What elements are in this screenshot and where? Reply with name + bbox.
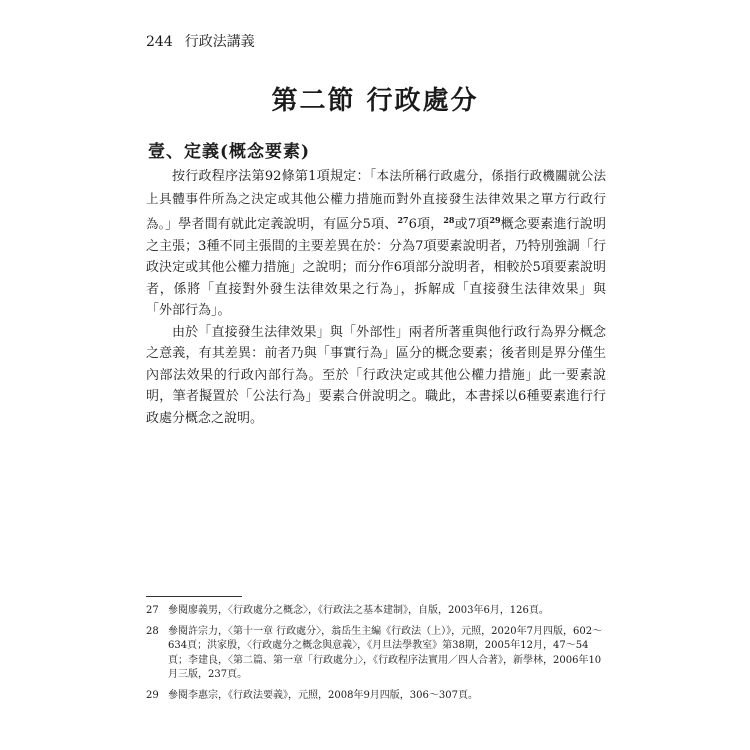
footnote-divider (146, 596, 242, 597)
footnote-number: 27 (146, 605, 159, 616)
body-text (146, 165, 606, 429)
footnote-text: 參閱廖義男，〈行政處分之概念〉，《行政法之基本建制》，自版，2003年6月，126頁。 (168, 605, 549, 616)
footnote-29 (146, 689, 606, 704)
page-number: 244 (146, 34, 173, 50)
footnote-number: 28 (146, 625, 159, 637)
paragraph-text: 概念要素進行說明之主張；3種不同主張間的主要差異在於：分為7項要素說明者，乃特別強調「行政決定或其他公權力措施」之說明；而分作6項部分說明者，相較於5項要素說明者，係將「直接對外發生法律效果之行為」，拆解成「直接發生法律效果」與「外部行為」。 (146, 217, 606, 318)
paragraph-text: 」學者間有就此定義說明，有區分5項、 (165, 217, 398, 232)
book-title: 行政法講義 (184, 34, 255, 50)
quoted-statute: 本法所稱行政處分，係指行政機關就公法上具體事件所為之決定或其他公權力措施而對外直接發生法律效果之單方行政行為。 (146, 168, 606, 231)
footnote-27 (146, 604, 606, 619)
paragraph-text: 按行政程序法第92條第1項規定：「 (172, 169, 377, 184)
footnote-text: 參閱李惠宗，《行政法要義》，元照，2008年9月四版，306～307頁。 (168, 689, 478, 701)
running-header (146, 31, 255, 51)
paragraph-text: 6項， (408, 217, 444, 232)
footnote-ref-28[interactable]: 28 (443, 215, 455, 225)
footnote-ref-29[interactable]: 29 (489, 215, 501, 225)
paragraph-text: 或7項 (454, 217, 490, 232)
paragraph-1 (146, 165, 606, 322)
paragraph-2: 由於「直接發生法律效果」與「外部性」兩者所著重與他行政行為界分概念之意義，有其差異：前者乃與「事實行為」區分的概念要素；後者則是界分僅生內部法效果的行政內部行為。至於「行政決定或其他公權力措施」此一要素說明，筆者擬置於「公法行為」要素合併說明之。職此，本書採以6種要素進行行政處分概念之說明。 (146, 324, 606, 426)
footnotes (146, 604, 606, 709)
section-title: 第二節 行政處分 (271, 86, 479, 116)
footnote-28 (146, 625, 606, 683)
subheading: 壹、定義(概念要素) (148, 142, 311, 162)
footnote-ref-27[interactable]: 27 (397, 215, 409, 225)
footnote-text: 參閱許宗力，〈第十一章 行政處分〉，翁岳生主編《行政法（上）》，元照，2020年7月四版，602～634頁；洪家殷，〈行政處分之概念與意義〉，《月旦法學教室》第38期，2005年12月，47～54頁；李建良，〈第二篇、第一章「行政處分」〉，《行政程序法實用／四人合著》，新學林，2006年10月三版，237頁。 (168, 625, 603, 680)
footnote-number: 29 (146, 689, 159, 701)
